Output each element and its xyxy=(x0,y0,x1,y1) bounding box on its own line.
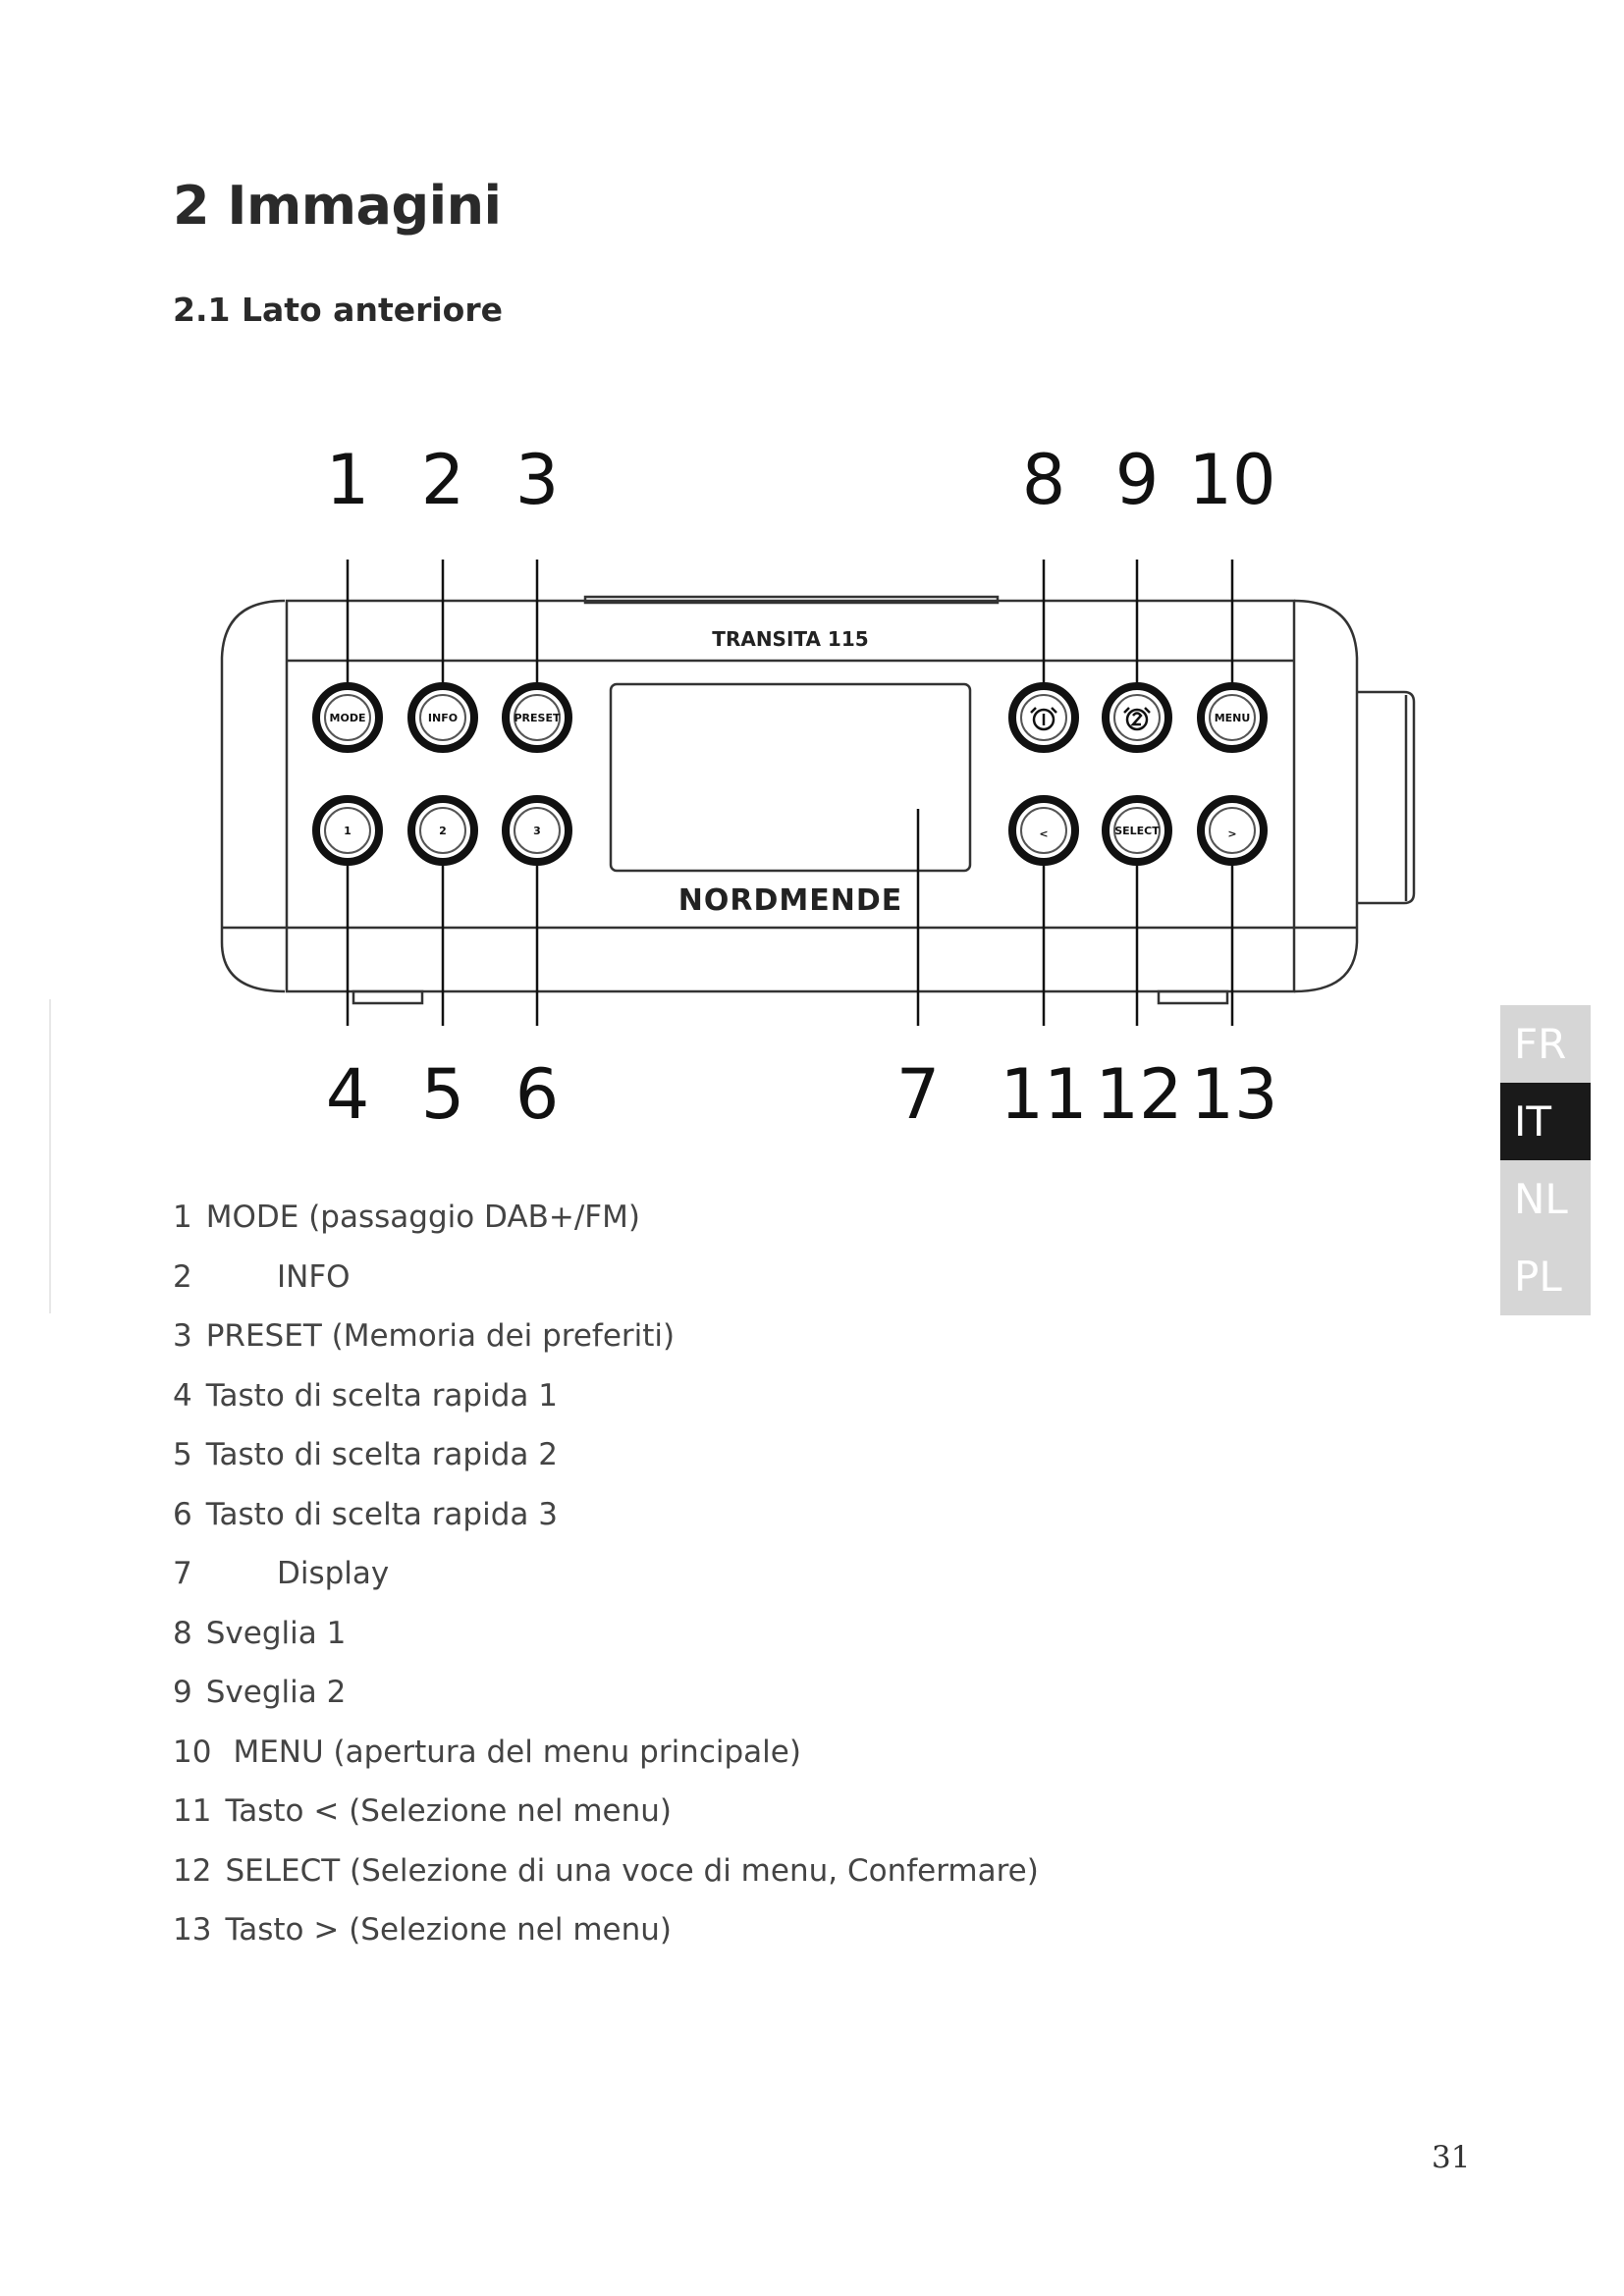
legend-item xyxy=(173,1366,1039,1426)
section-heading: 2 Immagini xyxy=(173,175,502,237)
legend-number: 1 xyxy=(173,1200,192,1236)
legend-text: MODE (passaggio DAB+/FM) xyxy=(205,1200,640,1236)
button-preset-2 xyxy=(411,799,474,862)
legend-text: Tasto di scelta rapida 1 xyxy=(205,1377,558,1414)
legend-item xyxy=(173,1485,1039,1545)
legend-number: 11 xyxy=(173,1793,212,1830)
button-preset-3-label: 3 xyxy=(533,825,541,837)
tab-pl[interactable]: PL xyxy=(1500,1238,1591,1315)
legend-text: Tasto di scelta rapida 2 xyxy=(205,1437,558,1473)
button-info xyxy=(411,686,474,749)
legend-number: 5 xyxy=(173,1437,192,1473)
legend-item xyxy=(173,1307,1039,1366)
legend-number: 12 xyxy=(173,1852,212,1889)
legend-number: 10 xyxy=(173,1734,212,1770)
legend-number: 7 xyxy=(173,1556,192,1592)
legend-number: 6 xyxy=(173,1496,192,1532)
button-menu xyxy=(1201,686,1264,749)
button-info-label: INFO xyxy=(427,712,459,724)
button-preset-1-label: 1 xyxy=(344,825,352,837)
callout-1: 1 xyxy=(325,440,370,520)
button-menu-label: MENU xyxy=(1214,712,1251,724)
legend-number: 2 xyxy=(173,1258,192,1295)
language-tabs xyxy=(1500,1005,1591,1315)
callout-7: 7 xyxy=(895,1054,941,1135)
legend-number: 3 xyxy=(173,1318,192,1355)
legend-item xyxy=(173,1663,1039,1723)
legend-text: Display xyxy=(277,1556,390,1592)
legend-item xyxy=(173,1604,1039,1664)
button-right-label: > xyxy=(1227,828,1237,840)
callout-4: 4 xyxy=(325,1054,370,1135)
callout-10: 10 xyxy=(1188,440,1276,520)
legend-item xyxy=(173,1188,1039,1248)
legend-text: Tasto < (Selezione nel menu) xyxy=(225,1793,673,1830)
page-number: 31 xyxy=(1432,2140,1471,2175)
callout-8: 8 xyxy=(1021,440,1066,520)
button-preset-1 xyxy=(316,799,379,862)
button-alarm-1 xyxy=(1012,686,1075,749)
legend-item xyxy=(173,1842,1039,1901)
button-alarm-2 xyxy=(1106,686,1168,749)
button-mode xyxy=(316,686,379,749)
legend-number: 9 xyxy=(173,1675,192,1711)
legend-text: INFO xyxy=(277,1258,351,1295)
legend-number: 4 xyxy=(173,1377,192,1414)
button-mode-label: MODE xyxy=(329,712,366,724)
legend-item xyxy=(173,1544,1039,1604)
model-label: TRANSITA 115 xyxy=(712,627,869,651)
legend-text: Tasto > (Selezione nel menu) xyxy=(225,1912,673,1949)
button-left xyxy=(1012,799,1075,862)
callout-11: 11 xyxy=(1000,1054,1088,1135)
button-select xyxy=(1106,799,1168,862)
legend-text: Sveglia 2 xyxy=(205,1675,347,1711)
callout-12: 12 xyxy=(1095,1054,1183,1135)
legend-item xyxy=(173,1425,1039,1485)
button-preset xyxy=(506,686,568,749)
tab-nl[interactable]: NL xyxy=(1500,1160,1591,1238)
legend-item xyxy=(173,1782,1039,1842)
legend-text: MENU (apertura del menu principale) xyxy=(233,1734,801,1770)
button-left-label: < xyxy=(1039,828,1049,840)
callout-5: 5 xyxy=(420,1054,465,1135)
tab-fr[interactable]: FR xyxy=(1500,1005,1591,1083)
legend-text: Sveglia 1 xyxy=(205,1615,347,1651)
legend-text: Tasto di scelta rapida 3 xyxy=(205,1496,558,1532)
legend-number: 13 xyxy=(173,1912,212,1949)
button-preset-3 xyxy=(506,799,568,862)
callout-9: 9 xyxy=(1114,440,1160,520)
button-right xyxy=(1201,799,1264,862)
tab-it[interactable]: IT xyxy=(1500,1083,1591,1160)
callout-3: 3 xyxy=(514,440,560,520)
button-preset-2-label: 2 xyxy=(439,825,447,837)
legend-item xyxy=(173,1900,1039,1960)
legend-text: SELECT (Selezione di una voce di menu, Confermare) xyxy=(225,1852,1039,1889)
brand-logo: NORDMENDE xyxy=(677,883,903,918)
callout-13: 13 xyxy=(1190,1054,1278,1135)
legend-list xyxy=(173,1188,1039,1960)
legend-item xyxy=(173,1248,1039,1308)
legend-number: 8 xyxy=(173,1615,192,1651)
legend-text: PRESET (Memoria dei preferiti) xyxy=(205,1318,676,1355)
legend-item xyxy=(173,1723,1039,1783)
callout-6: 6 xyxy=(514,1054,560,1135)
button-select-label: SELECT xyxy=(1114,825,1160,837)
subsection-heading: 2.1 Lato anteriore xyxy=(173,291,504,329)
radio-front-diagram xyxy=(0,432,1624,1139)
callout-2: 2 xyxy=(420,440,465,520)
button-preset-label: PRESET xyxy=(514,712,561,724)
